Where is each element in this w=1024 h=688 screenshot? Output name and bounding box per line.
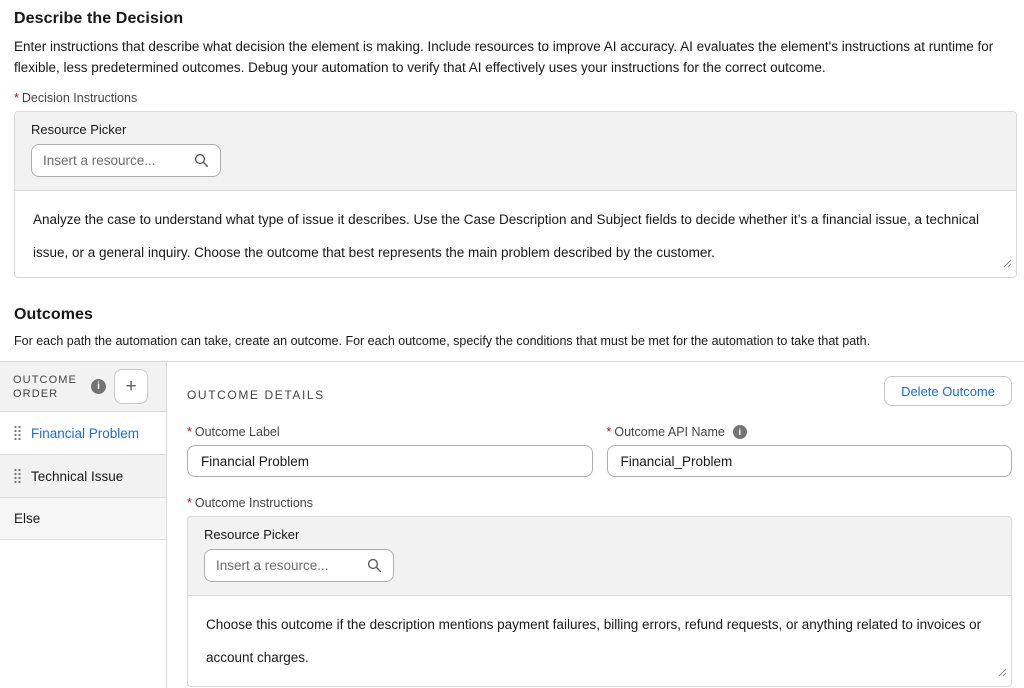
decision-instructions-label: * Decision Instructions — [14, 91, 138, 105]
resource-picker-input[interactable] — [204, 549, 394, 582]
outcome-item-label: Else — [14, 511, 41, 526]
info-icon[interactable]: i — [733, 425, 747, 439]
required-asterisk: * — [14, 91, 19, 105]
outcome-instructions-textarea[interactable]: Choose this outcome if the description mentions payment failures, billing errors, refund requests, or anything related to invoices or account charges. — [206, 617, 982, 665]
outcome-order-column — [0, 362, 167, 688]
decision-instructions-textarea[interactable]: Analyze the case to understand what type of issue it describes. Use the Case Description and Subject fields to decide whether it’s a financial issue, a technical issue, or a general inquiry. Choose the outcome that best represents the main problem described by the customer. — [33, 212, 980, 260]
resource-picker-placeholder: Insert a resource... — [216, 558, 329, 573]
required-asterisk: * — [187, 425, 192, 439]
resource-picker-placeholder: Insert a resource... — [43, 153, 156, 168]
outcome-item-label: Technical Issue — [31, 468, 124, 484]
outcome-instructions-label: * Outcome Instructions — [187, 496, 313, 510]
resource-picker-label: Resource Picker — [204, 527, 300, 542]
outcome-instructions-field — [187, 516, 1012, 687]
outcomes-section-header — [0, 278, 1024, 348]
outcome-item-technical-issue[interactable] — [0, 455, 166, 498]
describe-decision-section — [0, 0, 1024, 278]
page-title: Describe the Decision — [14, 10, 184, 27]
resize-grip-icon[interactable] — [1003, 255, 1012, 273]
outcomes-title: Outcomes — [14, 306, 94, 323]
resource-picker-label: Resource Picker — [31, 122, 127, 137]
outcome-details-title: OUTCOME DETAILS — [187, 388, 325, 402]
outcome-order-header — [0, 362, 166, 412]
required-asterisk: * — [606, 425, 612, 439]
outcome-label-label: * Outcome Label — [187, 425, 280, 439]
resource-picker-input[interactable] — [31, 144, 221, 177]
required-asterisk: * — [187, 496, 192, 510]
outcome-resource-picker-area — [188, 517, 1011, 596]
outcomes-description: For each path the automation can take, create an outcome. For each outcome, specify the conditions that must be met for the automation to take that path. — [14, 334, 871, 348]
search-icon — [194, 153, 209, 168]
outcome-item-else[interactable] — [0, 498, 166, 540]
decision-instructions-field — [14, 111, 1017, 278]
outcome-item-label: Financial Problem — [31, 425, 140, 441]
outcome-order-title: OUTCOME ORDER — [13, 373, 77, 400]
decision-resource-picker-area — [15, 112, 1016, 191]
drag-handle-icon[interactable] — [14, 425, 21, 441]
outcome-details-panel — [167, 362, 1024, 688]
outcome-api-name-label: * Outcome API Name i — [607, 425, 1013, 439]
info-icon[interactable]: i — [91, 379, 106, 394]
outcome-api-name-input[interactable]: Financial_Problem — [607, 445, 1013, 477]
outcome-label-input[interactable]: Financial Problem — [187, 445, 593, 477]
describe-decision-description: Enter instructions that describe what decision the element is making. Include resources to improve AI accuracy. AI evaluates the element's instructions at runtime for flexible, less predetermined outcomes. Debug your automation to verify that AI effectively uses your instructions for the correct outcome. — [14, 39, 994, 75]
drag-handle-icon[interactable] — [14, 468, 21, 484]
add-outcome-button[interactable]: + — [114, 369, 148, 404]
outcomes-panel — [0, 361, 1024, 688]
resize-grip-icon[interactable] — [998, 664, 1007, 682]
delete-outcome-button[interactable]: Delete Outcome — [884, 376, 1012, 406]
search-icon — [367, 558, 382, 573]
outcome-item-financial-problem[interactable] — [0, 412, 166, 455]
